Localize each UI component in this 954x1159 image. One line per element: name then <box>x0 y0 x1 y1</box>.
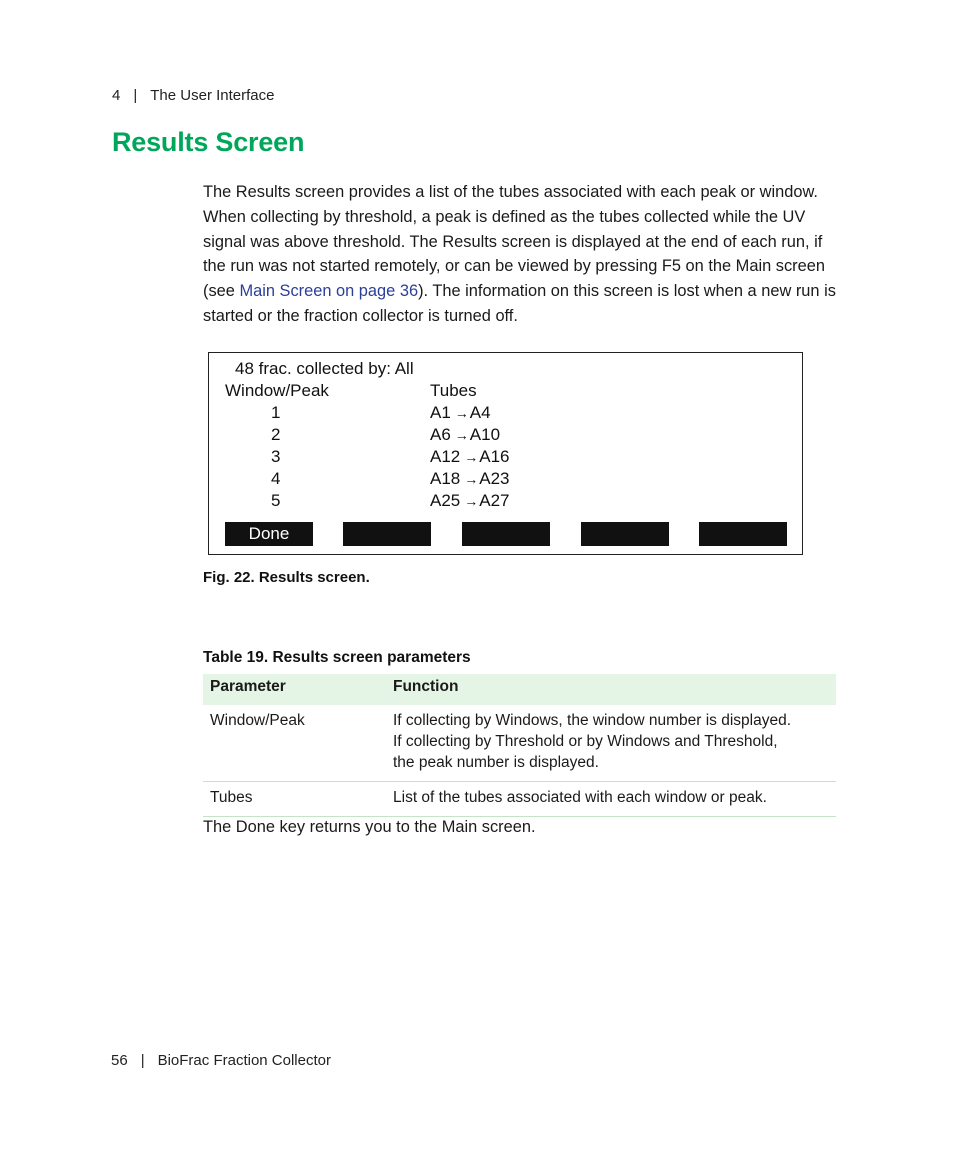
function-key-2[interactable] <box>343 522 431 546</box>
header-function: Function <box>386 674 836 705</box>
tube-from: A18 <box>430 469 461 488</box>
table-title: Table 19. Results screen parameters <box>203 649 471 666</box>
cell-parameter: Tubes <box>203 782 386 817</box>
chapter-number: 4 <box>112 87 121 104</box>
tube-from: A6 <box>430 425 451 444</box>
tube-to: A10 <box>469 425 501 444</box>
arrow-icon: → <box>454 405 469 421</box>
function-key-3[interactable] <box>462 522 550 546</box>
done-key[interactable]: Done <box>225 522 313 546</box>
chapter-title: The User Interface <box>150 87 275 104</box>
screen-row-num: 2 <box>271 425 281 444</box>
screen-row-num: 5 <box>271 491 281 510</box>
figure-caption: Fig. 22. Results screen. <box>203 569 370 586</box>
footer-separator: | <box>140 1052 145 1069</box>
cell-function-line: If collecting by Windows, the window number is displayed. <box>393 712 792 729</box>
tube-to: A27 <box>479 491 510 510</box>
screen-row-num: 4 <box>271 469 281 488</box>
main-screen-link[interactable]: Main Screen on page 36 <box>239 282 419 301</box>
page-title: Results Screen <box>112 127 305 157</box>
header-separator: | <box>133 87 138 104</box>
running-footer <box>111 1052 331 1069</box>
table-header-row <box>203 674 836 705</box>
tube-from: A12 <box>430 447 461 466</box>
screen-row-num: 3 <box>271 447 281 466</box>
product-name: BioFrac Fraction Collector <box>157 1052 331 1069</box>
tube-to: A23 <box>479 469 510 488</box>
tube-from: A1 <box>430 403 451 422</box>
closing-paragraph: The Done key returns you to the Main screen. <box>203 818 536 836</box>
arrow-icon: → <box>454 427 469 443</box>
function-key-5[interactable] <box>699 522 787 546</box>
screen-col-tubes: Tubes <box>430 381 477 400</box>
cell-function-line: the peak number is displayed. <box>393 754 599 771</box>
page-number: 56 <box>111 1052 128 1069</box>
table-row <box>203 782 836 817</box>
screen-row-tubes <box>430 469 510 489</box>
screen-summary: 48 frac. collected by: All <box>235 359 414 378</box>
tube-from: A25 <box>430 491 461 510</box>
running-header <box>112 87 274 104</box>
arrow-icon: → <box>464 449 479 465</box>
table-row <box>203 705 836 782</box>
screen-row-tubes <box>430 403 491 423</box>
tube-to: A16 <box>479 447 510 466</box>
screen-col-window: Window/Peak <box>225 381 329 400</box>
screen-row-tubes <box>430 425 500 445</box>
function-key-4[interactable] <box>581 522 669 546</box>
cell-function-line: If collecting by Threshold or by Windows and Threshold, <box>393 733 778 750</box>
screen-row-tubes <box>430 447 510 467</box>
cell-parameter: Window/Peak <box>203 705 386 782</box>
intro-text-before-link: The Results screen provides a list of the tubes associated with each peak or window. When collecting by threshold, a peak is defined as the tubes collected while the UV signal was above threshold. The Results screen is displayed at the end of each run, if the run was not started remotely, or can be viewed by pressing F5 on the Main screen (see <box>203 183 825 301</box>
cell-function-line: List of the tubes associated with each window or peak. <box>393 789 767 806</box>
parameters-table <box>203 674 836 817</box>
screen-row-tubes <box>430 491 510 511</box>
tube-to: A4 <box>469 403 491 422</box>
arrow-icon: → <box>464 493 479 509</box>
results-screen-figure <box>208 352 803 555</box>
intro-paragraph <box>203 180 843 329</box>
intro-text-after-link: ). The information on this screen is lost when a new run is started or the fraction collector is turned off. <box>203 282 836 325</box>
cell-function <box>386 705 836 782</box>
arrow-icon: → <box>464 471 479 487</box>
screen-row-num: 1 <box>271 403 281 422</box>
cell-function <box>386 782 836 817</box>
header-parameter: Parameter <box>203 674 386 705</box>
